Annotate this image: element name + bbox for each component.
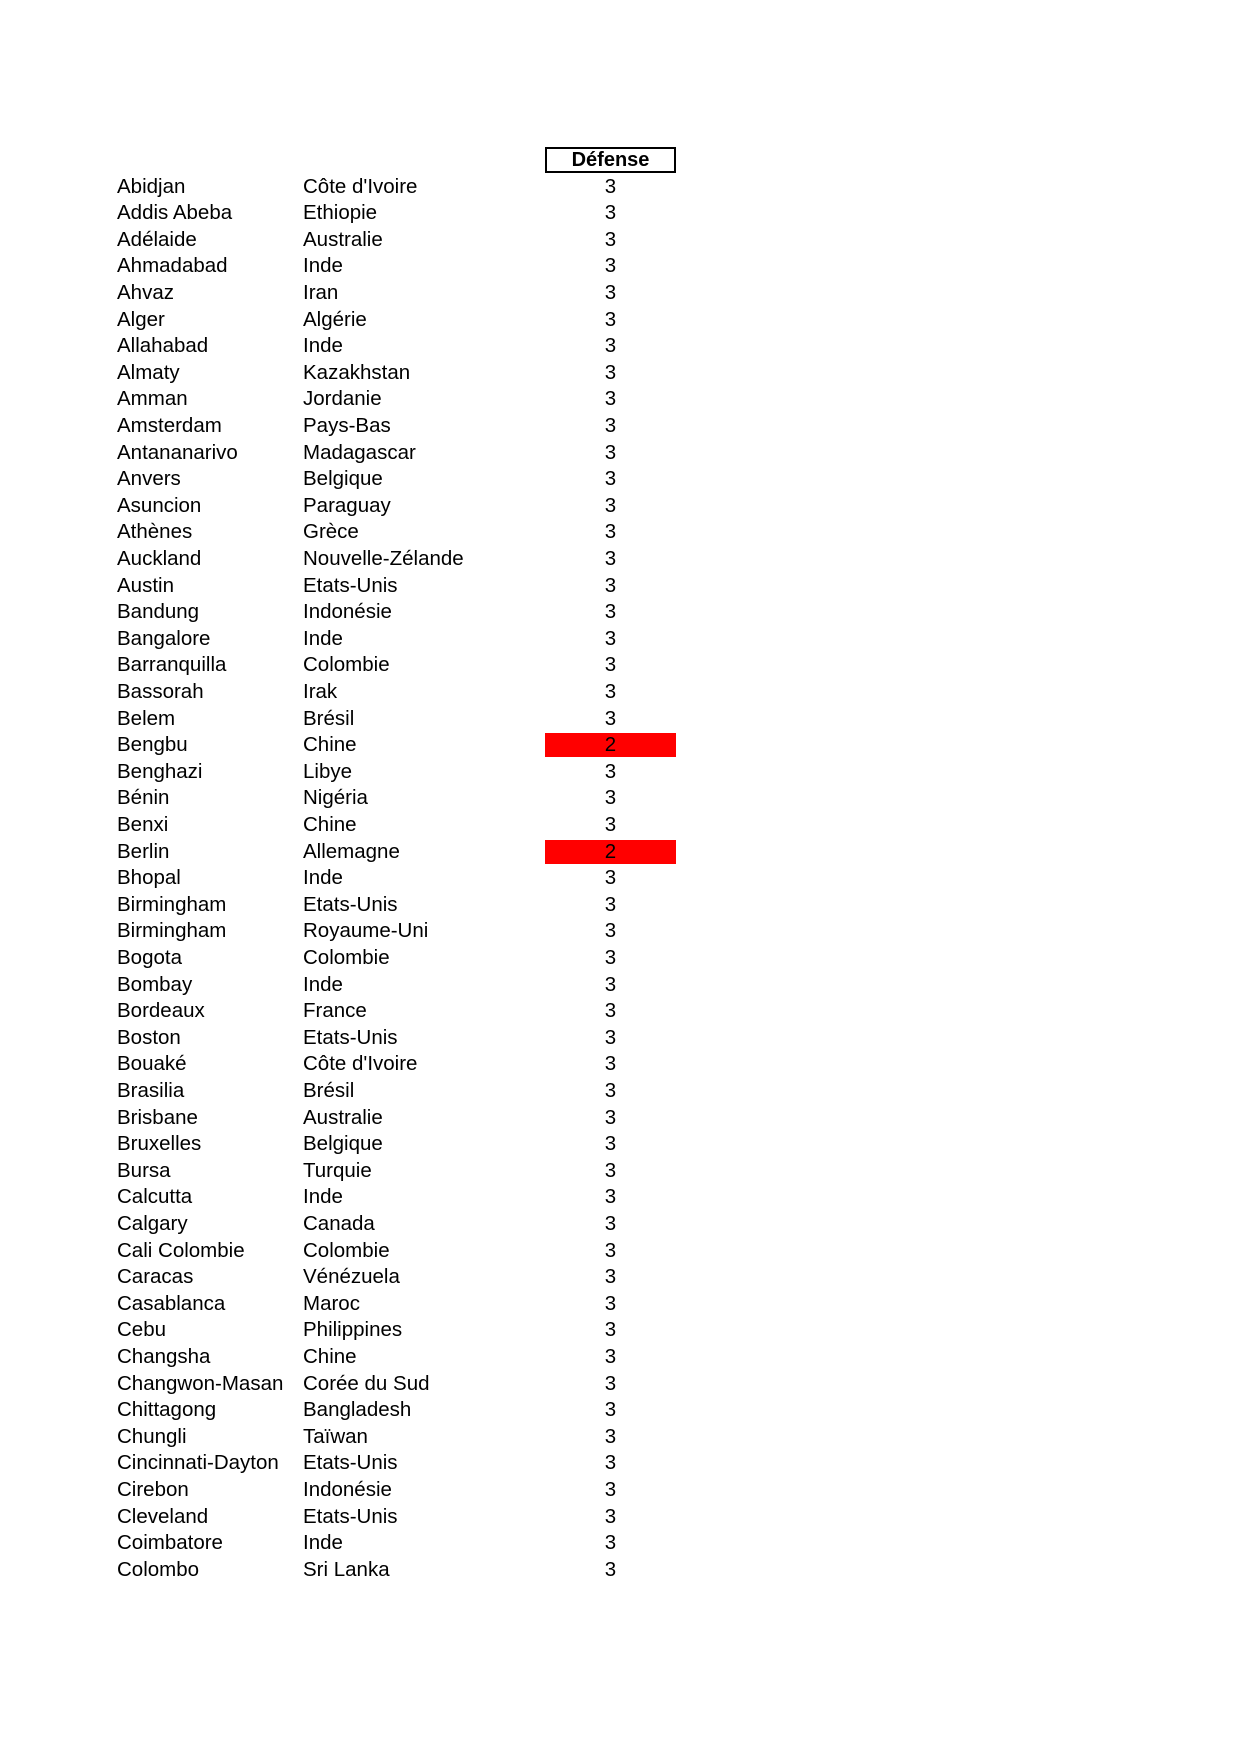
country-cell: Indonésie [303, 1477, 392, 1501]
city-cell: Bhopal [117, 866, 181, 890]
defense-score-cell [545, 1344, 676, 1371]
defense-score-value: 3 [604, 1078, 617, 1102]
table-row [0, 1397, 1241, 1424]
country-cell: Belgique [303, 1132, 383, 1156]
defense-score-cell [545, 759, 676, 786]
defense-score-value: 3 [604, 360, 617, 384]
defense-score-value: 3 [604, 1238, 617, 1262]
city-cell: Birmingham [117, 919, 227, 943]
country-cell: Bangladesh [303, 1398, 412, 1422]
table-row [0, 785, 1241, 812]
defense-score-value: 3 [604, 999, 617, 1023]
defense-score-value: 3 [604, 1531, 617, 1555]
defense-score-cell [545, 200, 676, 227]
defense-score-cell [545, 1397, 676, 1424]
city-cell: Calcutta [117, 1185, 193, 1209]
city-cell: Bassorah [117, 679, 204, 703]
defense-score-cell [545, 1078, 676, 1105]
defense-score-cell [545, 865, 676, 892]
country-cell: Grèce [303, 520, 359, 544]
city-cell: Adélaide [117, 227, 197, 251]
table-row [0, 1238, 1241, 1265]
city-cell: Ahvaz [117, 280, 174, 304]
city-cell: Changsha [117, 1344, 211, 1368]
table-row [0, 1504, 1241, 1531]
defense-score-cell [545, 785, 676, 812]
defense-score-cell [545, 307, 676, 334]
table-row [0, 1158, 1241, 1185]
city-cell: Abidjan [117, 174, 186, 198]
country-cell: Etats-Unis [303, 1504, 398, 1528]
city-cell: Cali Colombie [117, 1238, 245, 1262]
country-cell: Maroc [303, 1291, 360, 1315]
table-row [0, 200, 1241, 227]
defense-score-cell [545, 573, 676, 600]
defense-score-cell [545, 918, 676, 945]
country-cell: France [303, 999, 367, 1023]
table-row [0, 360, 1241, 387]
defense-score-value: 3 [604, 972, 617, 996]
country-cell: Vénézuela [303, 1265, 400, 1289]
defense-score-value: 3 [604, 493, 617, 517]
table-row [0, 386, 1241, 413]
country-cell: Belgique [303, 467, 383, 491]
country-cell: Paraguay [303, 493, 391, 517]
defense-score-value: 3 [604, 786, 617, 810]
table-row [0, 413, 1241, 440]
city-cell: Athènes [117, 520, 193, 544]
defense-score-value: 3 [604, 866, 617, 890]
defense-score-cell [545, 280, 676, 307]
country-cell: Royaume-Uni [303, 919, 429, 943]
defense-score-value: 3 [604, 1424, 617, 1448]
defense-score-value: 3 [604, 892, 617, 916]
table-row [0, 1051, 1241, 1078]
defense-score-cell [545, 1238, 676, 1265]
city-cell: Boston [117, 1025, 181, 1049]
country-cell: Etats-Unis [303, 573, 398, 597]
defense-score-cell [545, 413, 676, 440]
city-cell: Bouaké [117, 1052, 187, 1076]
defense-score-cell [545, 1450, 676, 1477]
country-cell: Madagascar [303, 440, 416, 464]
table-row [0, 998, 1241, 1025]
table-row [0, 679, 1241, 706]
defense-score-value: 3 [604, 1291, 617, 1315]
defense-score-cell [545, 1317, 676, 1344]
defense-score-cell [545, 1291, 676, 1318]
defense-score-cell [545, 493, 676, 520]
defense-score-value: 3 [604, 759, 617, 783]
defense-score-cell [545, 1105, 676, 1132]
city-cell: Bursa [117, 1158, 171, 1182]
defense-score-value: 3 [604, 679, 617, 703]
defense-score-cell [545, 1264, 676, 1291]
table-row [0, 519, 1241, 546]
country-cell: Turquie [303, 1158, 372, 1182]
defense-score-value: 3 [604, 1318, 617, 1342]
table-row [0, 174, 1241, 201]
city-cell: Ahmadabad [117, 254, 228, 278]
defense-score-value: 3 [604, 1185, 617, 1209]
defense-score-value: 3 [604, 546, 617, 570]
table-row [0, 1317, 1241, 1344]
defense-score-value: 3 [604, 201, 617, 225]
city-cell: Coimbatore [117, 1531, 223, 1555]
defense-score-cell [545, 812, 676, 839]
table-row [0, 1025, 1241, 1052]
defense-score-cell [545, 1051, 676, 1078]
city-cell: Austin [117, 573, 174, 597]
country-cell: Inde [303, 1185, 343, 1209]
defense-score-value: 3 [604, 600, 617, 624]
table-row [0, 945, 1241, 972]
city-cell: Amsterdam [117, 413, 222, 437]
city-cell: Auckland [117, 546, 202, 570]
country-cell: Etats-Unis [303, 892, 398, 916]
defense-score-cell [545, 626, 676, 653]
table-row [0, 1530, 1241, 1557]
country-cell: Indonésie [303, 600, 392, 624]
country-cell: Kazakhstan [303, 360, 411, 384]
country-cell: Chine [303, 812, 357, 836]
defense-score-cell [545, 253, 676, 280]
country-cell: Chine [303, 1344, 357, 1368]
table-row [0, 1291, 1241, 1318]
defense-score-cell [545, 1025, 676, 1052]
country-cell: Colombie [303, 1238, 390, 1262]
city-cell: Changwon-Masan [117, 1371, 284, 1395]
defense-score-cell [545, 599, 676, 626]
defense-score-value: 3 [604, 919, 617, 943]
table-row [0, 333, 1241, 360]
defense-score-value: 3 [604, 945, 617, 969]
defense-score-value: 3 [604, 626, 617, 650]
defense-score-cell [545, 679, 676, 706]
defense-score-value: 3 [604, 1557, 617, 1581]
city-cell: Colombo [117, 1557, 200, 1581]
defense-score-value: 3 [604, 812, 617, 836]
defense-score-value: 3 [604, 413, 617, 437]
country-cell: Corée du Sud [303, 1371, 430, 1395]
city-cell: Barranquilla [117, 653, 227, 677]
table-row [0, 918, 1241, 945]
table-row [0, 493, 1241, 520]
city-cell: Brisbane [117, 1105, 198, 1129]
country-cell: Colombie [303, 653, 390, 677]
defense-score-value: 3 [604, 1105, 617, 1129]
defense-score-value: 2 [604, 733, 617, 757]
table-row [0, 1184, 1241, 1211]
city-cell: Anvers [117, 467, 181, 491]
country-cell: Sri Lanka [303, 1557, 390, 1581]
table-row [0, 706, 1241, 733]
defense-score-cell [545, 652, 676, 679]
city-cell: Brasilia [117, 1078, 185, 1102]
table-row [0, 1264, 1241, 1291]
city-cell: Antananarivo [117, 440, 238, 464]
defense-score-value: 3 [604, 307, 617, 331]
table-row [0, 1078, 1241, 1105]
defense-score-value: 3 [604, 706, 617, 730]
city-cell: Bordeaux [117, 999, 205, 1023]
country-cell: Pays-Bas [303, 413, 391, 437]
country-cell: Allemagne [303, 839, 400, 863]
defense-score-value: 3 [604, 1451, 617, 1475]
country-cell: Côte d'Ivoire [303, 174, 418, 198]
country-cell: Australie [303, 1105, 383, 1129]
city-cell: Chungli [117, 1424, 187, 1448]
defense-score-cell [545, 1371, 676, 1398]
city-cell: Bruxelles [117, 1132, 202, 1156]
country-cell: Inde [303, 1531, 343, 1555]
defense-score-cell [545, 466, 676, 493]
country-cell: Etats-Unis [303, 1451, 398, 1475]
defense-score-value: 3 [604, 573, 617, 597]
country-cell: Inde [303, 254, 343, 278]
defense-score-cell-highlighted [545, 839, 676, 866]
table-row [0, 839, 1241, 866]
city-cell: Bandung [117, 600, 200, 624]
table-row [0, 1105, 1241, 1132]
country-cell: Taïwan [303, 1424, 368, 1448]
defense-score-value: 3 [604, 280, 617, 304]
defense-score-cell [545, 706, 676, 733]
defense-score-cell [545, 1557, 676, 1584]
defense-score-cell [545, 1158, 676, 1185]
country-cell: Australie [303, 227, 383, 251]
table-row [0, 1477, 1241, 1504]
country-cell: Philippines [303, 1318, 403, 1342]
city-cell: Benghazi [117, 759, 203, 783]
defense-score-value: 3 [604, 520, 617, 544]
country-cell: Iran [303, 280, 339, 304]
city-cell: Cirebon [117, 1477, 189, 1501]
table-row [0, 307, 1241, 334]
table-row [0, 972, 1241, 999]
defense-score-cell [545, 1504, 676, 1531]
city-cell: Almaty [117, 360, 180, 384]
defense-score-cell [545, 1477, 676, 1504]
city-cell: Casablanca [117, 1291, 226, 1315]
city-cell: Alger [117, 307, 165, 331]
defense-column-header: Défense [545, 147, 676, 173]
country-cell: Côte d'Ivoire [303, 1052, 418, 1076]
city-cell: Belem [117, 706, 176, 730]
city-cell: Chittagong [117, 1398, 217, 1422]
table-row [0, 865, 1241, 892]
city-cell: Cleveland [117, 1504, 209, 1528]
country-cell: Nigéria [303, 786, 368, 810]
defense-score-cell [545, 1211, 676, 1238]
country-cell: Brésil [303, 1078, 355, 1102]
city-cell: Birmingham [117, 892, 227, 916]
table-row [0, 599, 1241, 626]
country-cell: Ethiopie [303, 201, 378, 225]
defense-score-value: 3 [604, 174, 617, 198]
country-cell: Canada [303, 1211, 375, 1235]
defense-score-cell [545, 945, 676, 972]
table-row [0, 812, 1241, 839]
table-row [0, 626, 1241, 653]
country-cell: Chine [303, 733, 357, 757]
city-cell: Cebu [117, 1318, 167, 1342]
country-cell: Inde [303, 626, 343, 650]
defense-score-value: 3 [604, 1158, 617, 1182]
city-cell: Caracas [117, 1265, 194, 1289]
defense-score-cell [545, 174, 676, 201]
defense-score-value: 3 [604, 653, 617, 677]
table-row [0, 1424, 1241, 1451]
defense-score-value: 3 [604, 1052, 617, 1076]
table-row [0, 1450, 1241, 1477]
table-row [0, 1131, 1241, 1158]
country-cell: Colombie [303, 945, 390, 969]
city-cell: Allahabad [117, 334, 209, 358]
table-row [0, 1557, 1241, 1584]
table-row [0, 227, 1241, 254]
city-cell: Bénin [117, 786, 170, 810]
country-cell: Libye [303, 759, 353, 783]
defense-score-value: 2 [604, 839, 617, 863]
defense-score-cell [545, 227, 676, 254]
table-row [0, 759, 1241, 786]
table-row [0, 892, 1241, 919]
defense-score-value: 3 [604, 1025, 617, 1049]
country-cell: Inde [303, 972, 343, 996]
defense-score-cell [545, 333, 676, 360]
defense-score-value: 3 [604, 387, 617, 411]
defense-score-cell [545, 546, 676, 573]
defense-score-value: 3 [604, 440, 617, 464]
city-cell: Bogota [117, 945, 182, 969]
table-row [0, 573, 1241, 600]
city-cell: Bengbu [117, 733, 188, 757]
table-row [0, 652, 1241, 679]
defense-score-value: 3 [604, 1477, 617, 1501]
table-row [0, 1371, 1241, 1398]
defense-score-cell [545, 386, 676, 413]
city-cell: Addis Abeba [117, 201, 233, 225]
country-cell: Nouvelle-Zélande [303, 546, 464, 570]
country-cell: Jordanie [303, 387, 382, 411]
defense-score-value: 3 [604, 1265, 617, 1289]
table-row [0, 253, 1241, 280]
city-cell: Bombay [117, 972, 193, 996]
defense-score-cell-highlighted [545, 732, 676, 759]
defense-score-cell [545, 1424, 676, 1451]
table-row [0, 440, 1241, 467]
city-cell: Cincinnati-Dayton [117, 1451, 279, 1475]
country-cell: Irak [303, 679, 338, 703]
defense-score-cell [545, 1530, 676, 1557]
defense-score-cell [545, 1131, 676, 1158]
table-row [0, 1211, 1241, 1238]
table-row [0, 546, 1241, 573]
defense-score-value: 3 [604, 1504, 617, 1528]
city-cell: Amman [117, 387, 188, 411]
table-row [0, 1344, 1241, 1371]
defense-score-cell [545, 440, 676, 467]
country-cell: Etats-Unis [303, 1025, 398, 1049]
defense-score-value: 3 [604, 1344, 617, 1368]
defense-score-value: 3 [604, 1371, 617, 1395]
defense-score-value: 3 [604, 1211, 617, 1235]
defense-score-cell [545, 972, 676, 999]
city-cell: Calgary [117, 1211, 188, 1235]
country-cell: Inde [303, 866, 343, 890]
defense-score-value: 3 [604, 334, 617, 358]
defense-score-cell [545, 998, 676, 1025]
country-cell: Inde [303, 334, 343, 358]
defense-score-cell [545, 519, 676, 546]
city-cell: Berlin [117, 839, 170, 863]
city-cell: Benxi [117, 812, 169, 836]
defense-score-value: 3 [604, 227, 617, 251]
city-cell: Asuncion [117, 493, 202, 517]
defense-score-value: 3 [604, 1132, 617, 1156]
table-row [0, 466, 1241, 493]
country-cell: Brésil [303, 706, 355, 730]
defense-score-cell [545, 360, 676, 387]
defense-score-value: 3 [604, 467, 617, 491]
city-cell: Bangalore [117, 626, 211, 650]
defense-score-value: 3 [604, 254, 617, 278]
defense-score-cell [545, 1184, 676, 1211]
country-cell: Algérie [303, 307, 367, 331]
defense-score-value: 3 [604, 1398, 617, 1422]
table-row [0, 732, 1241, 759]
defense-score-cell [545, 892, 676, 919]
table-row [0, 280, 1241, 307]
